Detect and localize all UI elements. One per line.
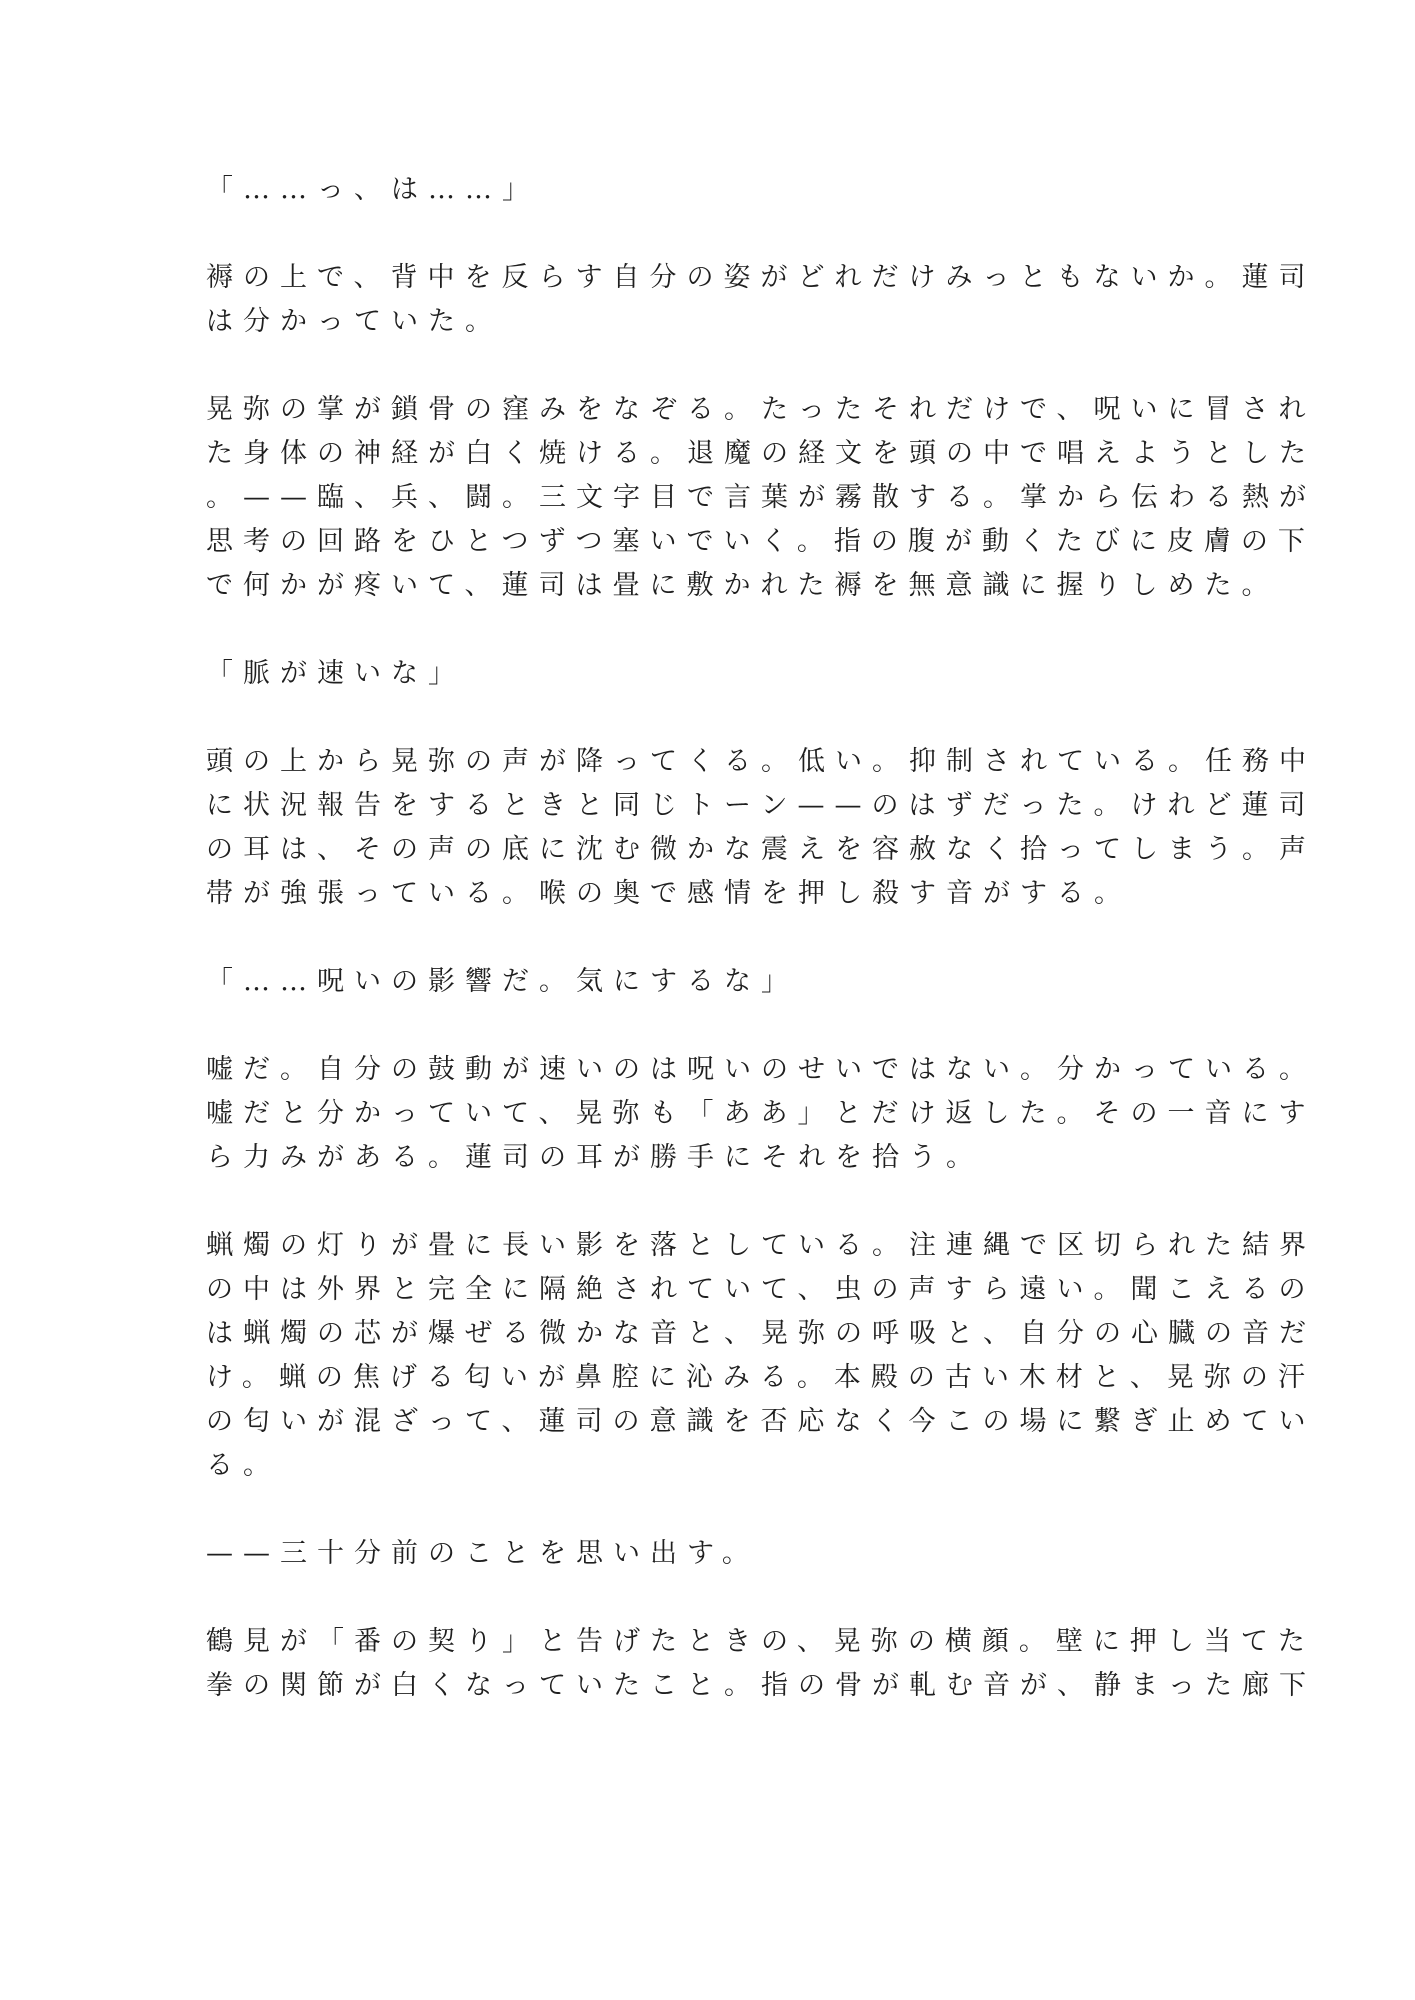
text-line: 。——臨、兵、闘。三文字目で言葉が霧散する。掌から伝わる熱が: [206, 482, 1316, 513]
text-line: の耳は、その声の底に沈む微かな震えを容赦なく拾ってしまう。声: [206, 834, 1316, 865]
text-line: ら力みがある。蓮司の耳が勝手にそれを拾う。: [206, 1142, 983, 1173]
paragraph-9: [206, 1532, 1206, 1576]
text-line: 褥の上で、背中を反らす自分の姿がどれだけみっともないか。蓮司: [206, 262, 1316, 293]
text-line: 嘘だと分かっていて、晃弥も「ああ」とだけ返した。その一音にす: [206, 1098, 1316, 1129]
text-line: 思考の回路をひとつずつ塞いでいく。指の腹が動くたびに皮膚の下: [206, 526, 1315, 557]
paragraph-4: [206, 652, 1206, 696]
text-line: の中は外界と完全に隔絶されていて、虫の声すら遠い。聞こえるの: [206, 1274, 1316, 1305]
text-line: ——三十分前のことを思い出す。: [206, 1538, 759, 1569]
text-line: は分かっていた。: [206, 306, 502, 337]
text-line: は蝋燭の芯が爆ぜる微かな音と、晃弥の呼吸と、自分の心臓の音だ: [206, 1318, 1316, 1349]
text-line: 晃弥の掌が鎖骨の窪みをなぞる。たったそれだけで、呪いに冒され: [206, 394, 1316, 425]
text-line: で何かが疼いて、蓮司は畳に敷かれた褥を無意識に握りしめた。: [206, 570, 1279, 601]
paragraph-7: [206, 1048, 1316, 1180]
text-line: 鶴見が「番の契り」と告げたときの、晃弥の横顔。壁に押し当てた: [206, 1626, 1315, 1657]
text-line: け。蝋の焦げる匂いが鼻腔に沁みる。本殿の古い木材と、晃弥の汗: [206, 1362, 1315, 1393]
text-line: 拳の関節が白くなっていたこと。指の骨が軋む音が、静まった廊下: [206, 1670, 1316, 1701]
paragraph-2: [206, 256, 1316, 344]
paragraph-8: [206, 1224, 1316, 1488]
paragraph-5: [206, 740, 1316, 916]
paragraph-10: [206, 1620, 1316, 1708]
text-line: 嘘だ。自分の鼓動が速いのは呪いのせいではない。分かっている。: [206, 1054, 1316, 1085]
text-line: の匂いが混ざって、蓮司の意識を否応なく今この場に繋ぎ止めてい: [206, 1406, 1316, 1437]
text-line: る。: [206, 1450, 280, 1481]
text-line: に状況報告をするときと同じトーン——のはずだった。けれど蓮司: [206, 790, 1316, 821]
text-line: 「……呪いの影響だ。気にするな」: [206, 966, 798, 997]
text-line: 蝋燭の灯りが畳に長い影を落としている。注連縄で区切られた結界: [206, 1230, 1316, 1261]
body-text: [206, 168, 1316, 1708]
text-line: た身体の神経が白く焼ける。退魔の経文を頭の中で唱えようとした: [206, 438, 1316, 469]
text-line: 「脈が速いな」: [206, 658, 465, 689]
paragraph-3: [206, 388, 1316, 608]
text-line: 「……っ、は……」: [206, 174, 539, 205]
text-line: 帯が強張っている。喉の奥で感情を押し殺す音がする。: [206, 878, 1131, 909]
paragraph-6: [206, 960, 1206, 1004]
paragraph-1: [206, 168, 1206, 212]
text-line: 頭の上から晃弥の声が降ってくる。低い。抑制されている。任務中: [206, 746, 1316, 777]
